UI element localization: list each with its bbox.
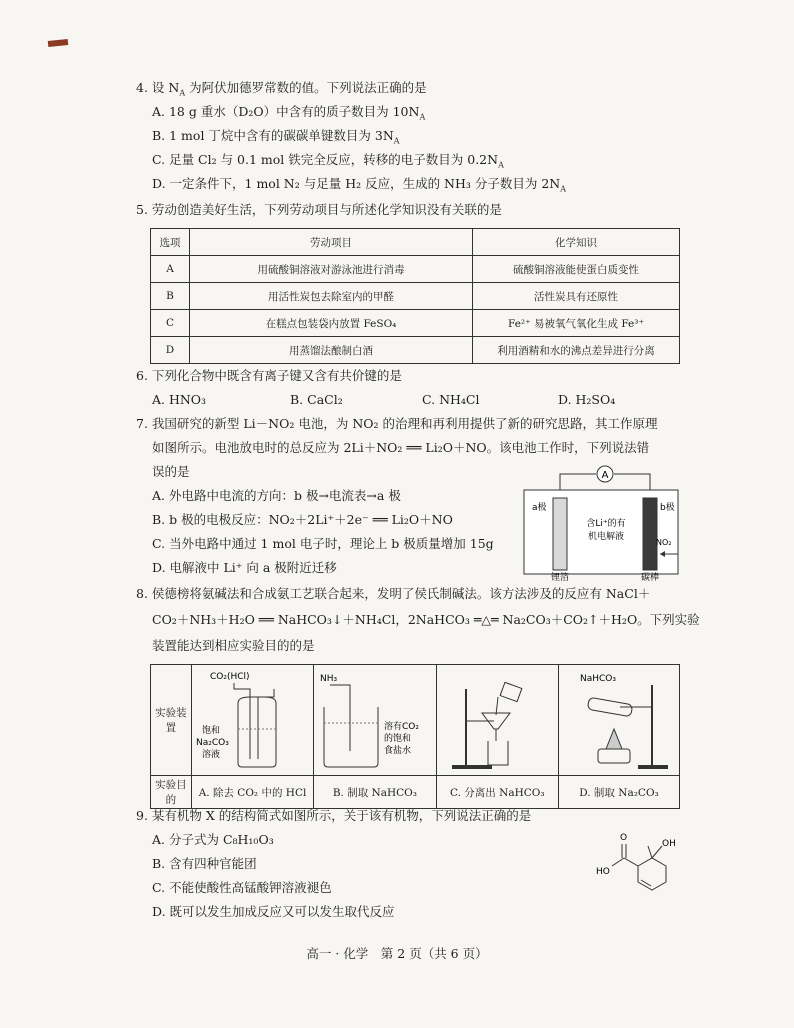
q6-stem: 6. 下列化合物中既含有离子键又含有共价键的是 xyxy=(136,368,402,383)
figa-label-1: 饱和 xyxy=(201,725,220,736)
q7-stem-line1: 7. 我国研究的新型 Li－NO₂ 电池，为 NO₂ 的治理和再利用提供了新的研究思路，其工作原理 xyxy=(136,416,658,431)
figa-label-2: Na₂CO₃ xyxy=(195,737,229,748)
carbonyl-o-label: O xyxy=(620,833,628,843)
page-footer: 高一 · 化学 第 2 页（共 6 页） xyxy=(306,946,488,961)
q7-option-d[interactable]: D. 电解液中 Li⁺ 向 a 极附近迁移 xyxy=(152,560,337,575)
figd-gas-label: NaHCO₃ xyxy=(580,673,616,684)
b-electrode-label: b极 xyxy=(660,503,675,513)
q4-stem: 4. 设 $N_A$ 为阿伏加德罗常数的值。下列说法正确的是 xyxy=(136,80,427,98)
q7-option-b[interactable]: B. b 极的电极反应：NO₂＋2Li⁺＋2e⁻ ══ Li₂O＋NO xyxy=(152,512,453,527)
a-electrode-label: a极 xyxy=(532,503,547,513)
q7-stem-line2: 如图所示。电池放电时的总反应为 2Li＋NO₂ ══ Li₂O＋NO。该电池工作时，下列说法错 xyxy=(152,440,650,455)
q7-stem-line3: 误的是 xyxy=(152,464,190,479)
electrolyte-label-2: 机电解液 xyxy=(587,532,625,542)
table-row xyxy=(151,337,680,364)
q7-option-a[interactable]: A. 外电路中电流的方向：b 极→电流表→a 极 xyxy=(152,488,401,503)
heating-diagram xyxy=(560,667,678,771)
q6-option-d[interactable]: D. H₂SO₄ xyxy=(558,392,616,407)
figa-gas-label: CO₂(HCl) xyxy=(209,671,250,682)
table-cell: D xyxy=(151,337,190,364)
q7-option-c[interactable]: C. 当外电路中通过 1 mol 电子时，理论上 b 极质量增加 15g xyxy=(152,536,494,551)
table-cell: 利用酒精和水的沸点差异进行分离 xyxy=(473,337,680,364)
electrolyte-label-1: 含Li⁺的有 xyxy=(586,519,626,529)
apparatus-b xyxy=(314,665,436,776)
table-cell: 用蒸馏法酿制白酒 xyxy=(190,337,473,364)
q9-option-d[interactable]: D. 既可以发生加成反应又可以发生取代反应 xyxy=(152,904,395,919)
table-row xyxy=(151,283,680,310)
battery-diagram xyxy=(520,462,682,582)
table-row xyxy=(151,665,680,776)
purpose-b: B. 制取 NaHCO₃ xyxy=(314,776,436,809)
table-cell: Fe²⁺ 易被氧气氧化生成 Fe³⁺ xyxy=(473,310,680,337)
cathode-label: 碳棒 xyxy=(640,573,660,582)
q9-option-b[interactable]: B. 含有四种官能团 xyxy=(152,856,257,871)
purpose-d: D. 制取 Na₂CO₃ xyxy=(559,776,680,809)
q4-option-c[interactable]: C. 足量 Cl₂ 与 0.1 mol 铁完全反应，转移的电子数目为 $0.2N_A$ xyxy=(152,152,504,170)
q9-option-a[interactable]: A. 分子式为 C₈H₁₀O₃ xyxy=(152,832,274,847)
q9-option-c[interactable]: C. 不能使酸性高锰酸钾溶液褪色 xyxy=(152,880,332,895)
no2-label: NO₂ xyxy=(656,538,672,547)
apparatus-a xyxy=(191,665,313,776)
table-cell: 用活性炭包去除室内的甲醛 xyxy=(190,283,473,310)
purpose-c: C. 分离出 NaHCO₃ xyxy=(436,776,558,809)
table-row xyxy=(151,310,680,337)
q6-option-a[interactable]: A. HNO₃ xyxy=(152,392,207,407)
beaker-diagram xyxy=(316,667,434,771)
table-cell: C xyxy=(151,310,190,337)
molecule-structure xyxy=(592,828,692,898)
q8-stem-line2: CO₂＋NH₃＋H₂O ══ NaHCO₃↓＋NH₄Cl，2NaHCO₃ ═△═ Na₂CO₃＋CO₂↑＋H₂O。下列实验 xyxy=(152,612,700,627)
row-header-purpose: 实验目的 xyxy=(151,776,192,809)
q4-option-b[interactable]: B. 1 mol 丁烷中含有的碳碳单键数目为 $3N_A$ xyxy=(152,128,400,146)
apparatus-c xyxy=(436,665,558,776)
table-header: 化学知识 xyxy=(473,229,680,256)
q8-table xyxy=(150,664,680,809)
lithium-foil-electrode xyxy=(553,498,567,570)
table-cell: 硫酸铜溶液能使蛋白质变性 xyxy=(473,256,680,283)
q4-option-a[interactable]: A. 18 g 重水（D₂O）中含有的质子数目为 $10N_A$ xyxy=(152,104,426,122)
figa-label-3: 溶液 xyxy=(201,749,220,760)
table-cell: 用硫酸铜溶液对游泳池进行消毒 xyxy=(190,256,473,283)
q6-option-b[interactable]: B. CaCl₂ xyxy=(290,392,343,407)
purpose-a: A. 除去 CO₂ 中的 HCl xyxy=(191,776,313,809)
figb-label-2: 的饱和 xyxy=(383,733,411,744)
q9-stem: 9. 某有机物 X 的结构简式如图所示，关于该有机物，下列说法正确的是 xyxy=(136,808,532,823)
q5-table xyxy=(150,228,680,364)
anode-label: 锂箔 xyxy=(550,573,570,582)
gas-washing-bottle-diagram xyxy=(194,667,312,771)
ammeter-label: A xyxy=(601,470,609,481)
q6-option-c[interactable]: C. NH₄Cl xyxy=(422,392,480,407)
corner-mark xyxy=(48,39,69,47)
table-header-row xyxy=(151,229,680,256)
q8-stem-line1: 8. 侯德榜将氨碱法和合成氨工艺联合起来，发明了侯氏制碱法。该方法涉及的反应有 NaCl＋ xyxy=(136,586,651,601)
table-cell: B xyxy=(151,283,190,310)
figb-label-3: 食盐水 xyxy=(383,745,411,756)
table-cell: 活性炭具有还原性 xyxy=(473,283,680,310)
q4-option-d[interactable]: D. 一定条件下，1 mol N₂ 与足量 H₂ 反应，生成的 NH₃ 分子数目为 $2N_A$ xyxy=(152,176,567,194)
figb-gas-label: NH₃ xyxy=(319,673,338,684)
table-cell: 在糕点包装袋内放置 FeSO₄ xyxy=(190,310,473,337)
apparatus-d xyxy=(559,665,680,776)
filtration-diagram xyxy=(438,667,556,771)
carbon-rod-electrode xyxy=(643,498,657,570)
hydroxyl-ho-label: HO xyxy=(596,867,610,877)
table-row xyxy=(151,256,680,283)
row-header-apparatus: 实验装置 xyxy=(151,665,192,776)
q8-stem-line3: 装置能达到相应实验目的的是 xyxy=(152,638,315,653)
q5-stem: 5. 劳动创造美好生活，下列劳动项目与所述化学知识没有关联的是 xyxy=(136,202,502,217)
figb-label-1: 溶有CO₂ xyxy=(383,721,419,732)
table-header: 劳动项目 xyxy=(190,229,473,256)
table-header: 选项 xyxy=(151,229,190,256)
table-row xyxy=(151,776,680,809)
table-cell: A xyxy=(151,256,190,283)
hydroxyl-oh-label: OH xyxy=(662,839,676,849)
